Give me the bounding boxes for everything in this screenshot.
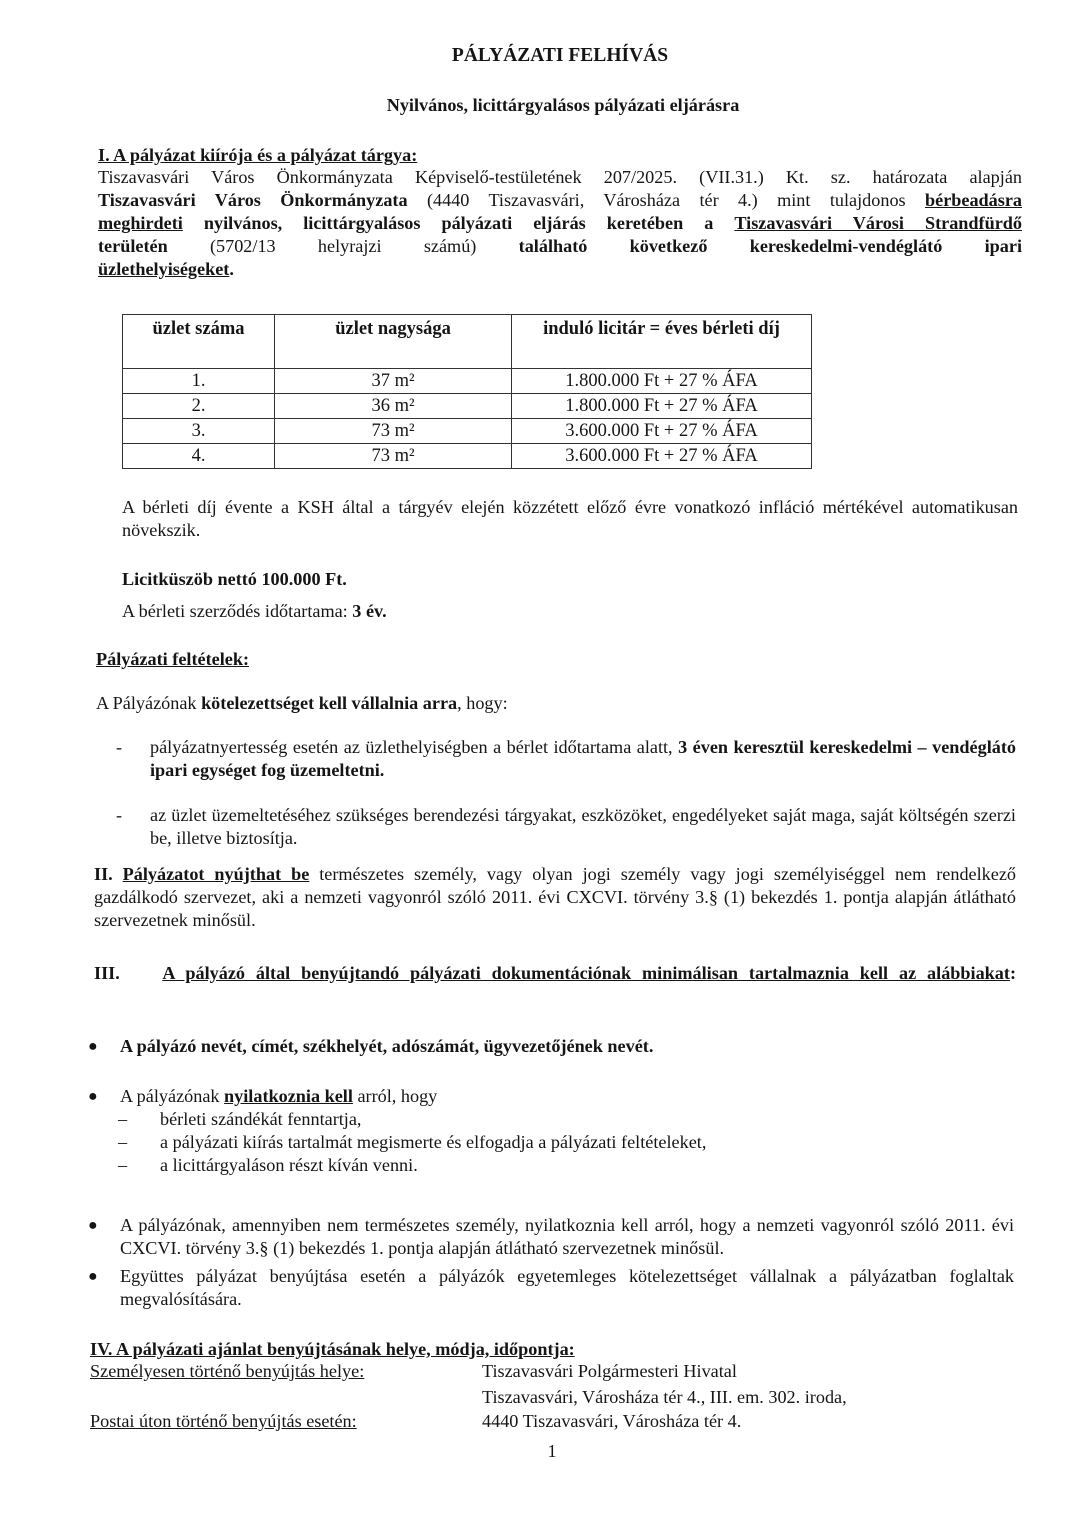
section2-text: II. Pályázatot nyújthat be természetes személy, vagy olyan jogi személy vagy jogi személyiséggel nem rendelkező gazdálkodó szervezet, aki a nemzeti vagyonról szóló 2011. évi CXCVI. törvény 3.§ (1) bekezdés 1. pontja alapján átlátható szervezetnek minősül. xyxy=(94,864,1016,930)
personal-submission-label: Személyesen történő benyújtás helye: xyxy=(90,1361,365,1381)
page-number: 1 xyxy=(547,1441,557,1461)
section1-line3: meghirdeti nyilvános, licittárgyalásos pályázati eljárás keretében a Tiszavasvári Városi Strandfürdő xyxy=(98,213,1022,233)
list-item: – a pályázati kiírás tartalmát megismerte és elfogadja a pályázati feltételeket, xyxy=(118,1132,707,1152)
contract-duration: A bérleti szerződés időtartama: 3 év. xyxy=(122,601,387,621)
bullet-item: ● A pályázó nevét, címét, székhelyét, adószámát, ügyvezetőjének nevét. xyxy=(88,1036,654,1056)
document-subtitle: Nyilvános, licittárgyalásos pályázati eljárásra xyxy=(386,95,740,115)
bullet-item: ● A pályázónak, amennyiben nem természetes személy, nyilatkoznia kell arról, hogy a nemzeti vagyonról szóló 2011. évi CXCVI. törvény 3.§ (1) bekezdés 1. pontja alapján átlátható szervezetnek minősül. xyxy=(88,1215,1014,1258)
list-item: - az üzlet üzemeltetéséhez szükséges berendezési tárgyakat, eszközöket, engedélyeket saját maga, saját költségén szerzi be, illetve biztosítja. xyxy=(116,805,1016,848)
section1-heading: I. A pályázat kiírója és a pályázat tárgya: xyxy=(98,145,418,165)
document-title: PÁLYÁZATI FELHÍVÁS xyxy=(451,45,669,66)
table-row: 2. 36 m² 1.800.000 Ft + 27 % ÁFA xyxy=(123,394,812,419)
section2-number: II. xyxy=(94,864,113,884)
strand-name: Tiszavasvári Városi Strandfürdő xyxy=(734,213,1022,233)
conditions-intro: A Pályázónak kötelezettséget kell vállalnia arra, hogy: xyxy=(96,693,508,713)
section3-number: III. xyxy=(94,963,120,983)
conditions-list xyxy=(116,736,1016,782)
section4-heading: IV. A pályázati ajánlat benyújtásának helye, módja, időpontja: xyxy=(90,1339,575,1359)
bullet-item: ● A pályázónak nyilatkoznia kell arról, hogy – bérleti szándékát fenntartja, – a pályázati kiírás tartalmát megismerte és elfogadja a pályázati feltételeket, – a licittárgyaláson részt kíván venni. xyxy=(88,1085,1014,1177)
col-shop-number: üzlet száma xyxy=(123,315,275,369)
section3-heading-line: III. A pályázó által benyújtandó pályázati dokumentációnak minimálisan tartalmaznia kell az alábbiakat: xyxy=(94,963,1016,983)
table-header-row xyxy=(123,315,812,369)
section1-line4: területén (5702/13 helyrajzi számú) található következő kereskedelmi-vendéglátó ipari xyxy=(98,236,1022,256)
postal-submission-label: Postai úton történő benyújtás esetén: xyxy=(90,1411,357,1431)
col-starting-price: induló licitár = éves bérleti díj xyxy=(512,315,812,369)
table-row: 4. 73 m² 3.600.000 Ft + 27 % ÁFA xyxy=(123,444,812,469)
conditions-heading: Pályázati feltételek: xyxy=(96,649,250,669)
section3-heading: A pályázó által benyújtandó pályázati dokumentációnak minimálisan tartalmaznia kell az alábbiakat xyxy=(162,963,1010,983)
conditions-list-2 xyxy=(116,804,1016,850)
bullet-item: ● Együttes pályázat benyújtása esetén a pályázók egyetemleges kötelezettséget vállalnak a pályázatban foglaltak megvalósítására. xyxy=(88,1266,1014,1309)
section1-text xyxy=(98,166,1022,281)
list-item: - pályázatnyertesség esetén az üzlethelyiségben a bérlet időtartama alatt, 3 éven keresztül kereskedelmi – vendéglátó ipari egységet fog üzemeltetni. xyxy=(116,737,1016,780)
shops-table xyxy=(122,314,812,469)
issuer-name: Tiszavasvári Város Önkormányzata xyxy=(98,190,408,210)
personal-submission-address: Tiszavasvári, Városháza tér 4., III. em. 302. iroda, xyxy=(482,1387,847,1407)
for-rent: bérbeadásra xyxy=(925,190,1023,210)
bid-step: Licitküszöb nettó 100.000 Ft. xyxy=(122,569,347,589)
list-item: – a licittárgyaláson részt kíván venni. xyxy=(118,1155,418,1175)
section1-line2: Tiszavasvári Város Önkormányzata (4440 Tiszavasvári, Városháza tér 4.) mint tulajdonos bérbeadásra xyxy=(98,190,1023,210)
section1-line5: üzlethelyiségeket. xyxy=(98,259,234,279)
postal-submission-address: 4440 Tiszavasvári, Városháza tér 4. xyxy=(482,1411,742,1431)
table-row: 1. 37 m² 1.800.000 Ft + 27 % ÁFA xyxy=(123,369,812,394)
personal-submission-office: Tiszavasvári Polgármesteri Hivatal xyxy=(482,1361,737,1381)
list-item: – bérleti szándékát fenntartja, xyxy=(118,1109,362,1129)
col-shop-size: üzlet nagysága xyxy=(275,315,512,369)
section1-line1: Tiszavasvári Város Önkormányzata Képviselő-testületének 207/2025. (VII.31.) Kt. sz. határozata alapján xyxy=(98,167,1022,187)
inflation-text: A bérleti díj évente a KSH által a tárgyév elején közzétett előző évre vonatkozó infláció mértékével automatikusan növekszik. xyxy=(122,497,1018,540)
contract-duration-value: 3 év. xyxy=(352,601,387,621)
section2-heading: Pályázatot nyújthat be xyxy=(122,864,310,884)
table-row: 3. 73 m² 3.600.000 Ft + 27 % ÁFA xyxy=(123,419,812,444)
